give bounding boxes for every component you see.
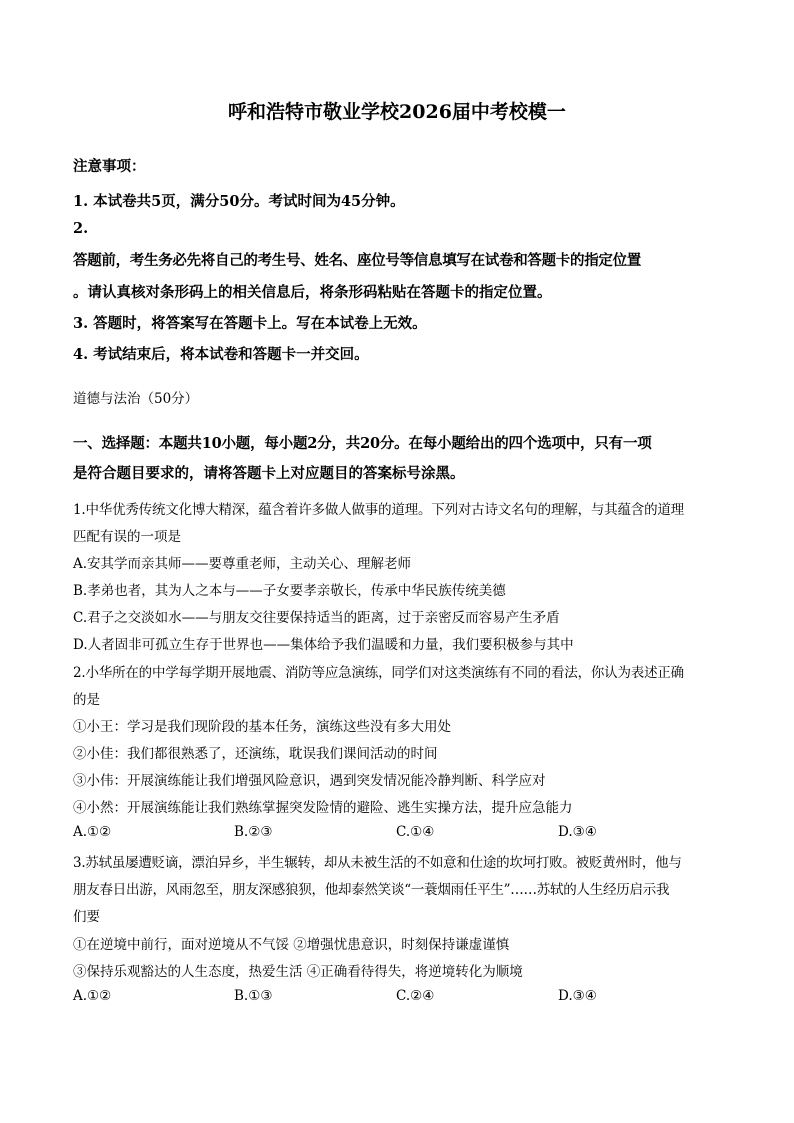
notice-item-2-number: 2. [73,220,89,237]
notice-item-2-line-2: 。请认真核对条形码上的相关信息后，将条形码粘贴在答题卡的指定位置。 [73,284,552,301]
question-3-statements-3-4: ③保持乐观豁达的人生态度，热爱生活 ④正确看待得失，将逆境转化为顺境 [73,964,523,980]
question-2-statement-4: ④小然：开展演练能让我们熟练掌握突发险情的避险、逃生实操方法，提升应急能力 [73,800,573,816]
question-2-statement-1: ①小王：学习是我们现阶段的基本任务，演练这些没有多大用处 [73,719,451,735]
notice-heading: 注意事项： [73,158,146,175]
question-2-statement-2: ②小佳：我们都很熟悉了，还演练，耽误我们课间活动的时间 [73,746,438,762]
question-3-stem-line-1: 3.苏轼虽屡遭贬谪，漂泊异乡，半生辗转，却从未被生活的不如意和仕途的坎坷打败。被贬黄州时，他与 [73,855,682,871]
section-1-instructions-line-1: 一、选择题：本题共10小题，每小题2分，共20分。在每小题给出的四个选项中，只有一项 [73,435,652,452]
notice-item-2-line-1: 答题前，考生务必先将自己的考生号、姓名、座位号等信息填写在试卷和答题卡的指定位置 [73,252,641,269]
question-1-stem-line-1: 1.中华优秀传统文化博大精深，蕴含着许多做人做事的道理。下列对古诗文名句的理解，与其蕴含的道理 [73,502,684,518]
question-2-option-b: B.②③ [234,824,273,840]
question-2-stem-line-1: 2.小华所在的中学每学期开展地震、消防等应急演练，同学们对这类演练有不同的看法，你认为表述正确 [73,665,684,681]
question-1-option-b: B.孝弟也者，其为人之本与——子女要孝亲敬长，传承中华民族传统美德 [73,583,506,599]
question-3-option-a: A.①② [73,988,112,1004]
question-1-option-c: C.君子之交淡如水——与朋友交往要保持适当的距离，过于亲密反而容易产生矛盾 [73,610,560,626]
question-3-option-c: C.②④ [396,988,435,1004]
question-1-stem-line-2: 匹配有误的一项是 [73,529,181,545]
question-2-option-a: A.①② [73,824,112,840]
notice-item-3: 3. 答题时，将答案写在答题卡上。写在本试卷上无效。 [73,315,427,332]
question-1-option-d: D.人者固非可孤立生存于世界也——集体给予我们温暖和力量，我们要积极参与其中 [73,637,574,653]
question-3-option-b: B.①③ [234,988,273,1004]
subject-heading: 道德与法治（50分） [73,391,199,407]
question-3-option-d: D.③④ [558,988,597,1004]
question-1-option-a: A.安其学而亲其师——要尊重老师，主动关心、理解老师 [73,556,412,572]
question-3-stem-line-3: 们要 [73,909,100,925]
section-1-instructions-line-2: 是符合题目要求的，请将答题卡上对应题目的答案标号涂黑。 [73,465,465,482]
notice-item-1: 1. 本试卷共5页，满分50分。考试时间为45分钟。 [73,193,405,210]
question-2-stem-line-2: 的是 [73,692,100,708]
question-3-stem-line-2: 朋友春日出游，风雨忽至，朋友深感狼狈，他却泰然笑谈“一蓑烟雨任平生”……苏轼的人生经历启示我 [73,882,670,898]
notice-item-4: 4. 考试结束后，将本试卷和答题卡一并交回。 [73,346,369,363]
question-3-statements-1-2: ①在逆境中前行，面对逆境从不气馁 ②增强忧患意识，时刻保持谦虚谨慎 [73,937,510,953]
question-2-option-d: D.③④ [558,824,597,840]
question-2-option-c: C.①④ [396,824,435,840]
question-2-statement-3: ③小伟：开展演练能让我们增强风险意识，遇到突发情况能冷静判断、科学应对 [73,773,546,789]
page-title: 呼和浩特市敬业学校2026届中考校模一 [228,101,566,123]
